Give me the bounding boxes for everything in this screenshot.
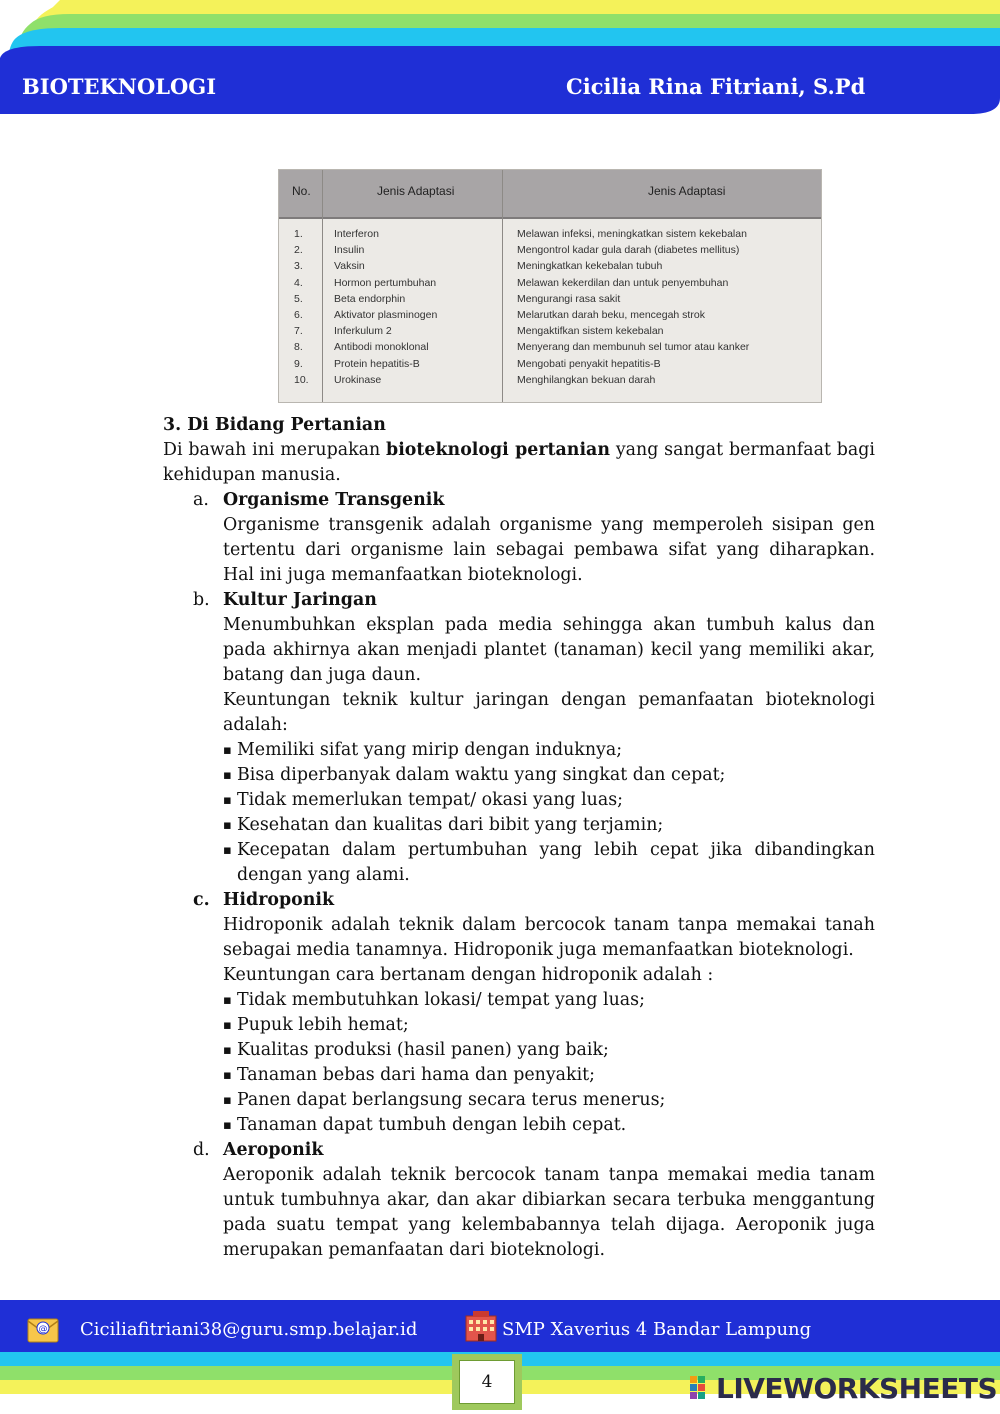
table-row: [279, 226, 821, 242]
page-number-box: [452, 1354, 522, 1410]
table-row: [279, 291, 821, 307]
list-item: ▪ Kesehatan dan kualitas dari bibit yang terjamin;: [223, 813, 875, 838]
cell-no: 7.: [294, 325, 303, 338]
table-row: [279, 323, 821, 339]
biotech-medicine-table: [278, 169, 822, 403]
cell-name: Beta endorphin: [334, 292, 406, 305]
cell-desc: Melarutkan darah beku, mencegah strok: [517, 308, 705, 321]
item-hidroponik: [163, 888, 875, 1138]
cell-desc: Mengobati penyakit hepatitis-B: [517, 357, 661, 370]
list-item: ▪ Tidak memerlukan tempat/ okasi yang luas;: [223, 788, 875, 813]
item-title: Kultur Jaringan: [223, 590, 377, 610]
cell-desc: Mengontrol kadar gula darah (diabetes mellitus): [517, 244, 740, 257]
section-title: 3. Di Bidang Pertanian: [163, 415, 386, 435]
item-title: Hidroponik: [223, 890, 335, 910]
email-icon: [27, 1316, 59, 1344]
header-banner: [0, 0, 1000, 120]
item-text-2: Keuntungan cara bertanam dengan hidroponik adalah :: [223, 965, 714, 985]
item-letter: b.: [193, 590, 210, 610]
table-header: [279, 170, 821, 219]
item-text: Menumbuhkan eksplan pada media sehingga akan tumbuh kalus dan pada akhirnya akan menjadi plantet (tanaman) kecil yang memiliki akar, batang dan juga daun.: [223, 615, 875, 685]
cell-desc: Menyerang dan membunuh sel tumor atau kanker: [517, 341, 750, 354]
cell-name: Protein hepatitis-B: [334, 357, 420, 370]
list-item: ▪ Memiliki sifat yang mirip dengan induknya;: [223, 738, 875, 763]
item-text: Organisme transgenik adalah organisme yang memperoleh sisipan gen tertentu dari organisme lain sebagai pembawa sifat yang diharapkan. Hal ini juga memanfaatkan bioteknologi.: [223, 515, 875, 585]
svg-text:@: @: [38, 1324, 48, 1335]
footer-school: SMP Xaverius 4 Bandar Lampung: [502, 1319, 812, 1340]
cell-desc: Menghilangkan bekuan darah: [517, 373, 656, 386]
cell-name: Aktivator plasminogen: [334, 308, 438, 321]
item-aeroponik: [163, 1138, 875, 1263]
bullet-list: [223, 988, 875, 1138]
cell-no: 5.: [294, 292, 303, 305]
cell-no: 9.: [294, 357, 303, 370]
list-item: ▪ Tidak membutuhkan lokasi/ tempat yang luas;: [223, 988, 875, 1013]
cell-no: 1.: [294, 228, 303, 240]
item-organisme-transgenik: [163, 488, 875, 588]
intro-text-end: yang sangat bermanfaat bagi kehidupan manusia.: [163, 440, 875, 485]
table-row: [279, 307, 821, 323]
column-header-name: Jenis Adaptasi: [377, 184, 455, 198]
item-title: Aeroponik: [223, 1140, 324, 1160]
header-author: Cicilia Rina Fitriani, S.Pd: [566, 74, 866, 99]
item-letter: c.: [193, 890, 210, 910]
table-row: [279, 356, 821, 372]
cell-no: 4.: [294, 276, 303, 289]
cell-no: 3.: [294, 260, 303, 273]
cell-name: Interferon: [334, 228, 379, 240]
cell-no: 8.: [294, 341, 303, 354]
cell-name: Antibodi monoklonal: [334, 341, 429, 354]
list-item: ▪ Kualitas produksi (hasil panen) yang baik;: [223, 1038, 875, 1063]
liveworksheets-logo-icon: [690, 1376, 716, 1400]
section-intro: [163, 438, 875, 488]
item-title: Organisme Transgenik: [223, 490, 445, 510]
table-row: [279, 258, 821, 274]
list-item: ▪ Kecepatan dalam pertumbuhan yang lebih cepat jika dibandingkan dengan yang alami.: [223, 838, 875, 888]
list-item: ▪ Pupuk lebih hemat;: [223, 1013, 875, 1038]
cell-name: Insulin: [334, 244, 365, 257]
header-title: BIOTEKNOLOGI: [22, 74, 217, 99]
cell-name: Urokinase: [334, 373, 382, 386]
cell-no: 6.: [294, 308, 303, 321]
liveworksheets-brand: LIVEWORKSHEETS: [716, 1372, 998, 1405]
school-building-icon: [464, 1310, 498, 1342]
table-row: [279, 242, 821, 258]
cell-name: Vaksin: [334, 260, 365, 273]
item-text: Hidroponik adalah teknik dalam bercocok tanam tanpa memakai tanah sebagai media tanamnya. Hidroponik juga memanfaatkan bioteknologi.: [223, 915, 875, 960]
column-header-no: No.: [292, 184, 311, 198]
item-letter: d.: [193, 1140, 210, 1160]
column-header-desc: Jenis Adaptasi: [648, 184, 726, 198]
item-text-2: Keuntungan teknik kultur jaringan dengan pemanfaatan bioteknologi adalah:: [223, 690, 875, 735]
cell-desc: Meningkatkan kekebalan tubuh: [517, 260, 663, 273]
list-item: ▪ Tanaman bebas dari hama dan penyakit;: [223, 1063, 875, 1088]
list-item: ▪ Tanaman dapat tumbuh dengan lebih cepat.: [223, 1113, 875, 1138]
cell-no: 2.: [294, 244, 303, 257]
item-kultur-jaringan: [163, 588, 875, 888]
cell-name: Hormon pertumbuhan: [334, 276, 437, 289]
table-body: [279, 226, 821, 388]
table-row: [279, 372, 821, 388]
footer-email: Ciciliafitriani38@guru.smp.belajar.id: [80, 1319, 418, 1340]
item-text: Aeroponik adalah teknik bercocok tanam tanpa memakai media tanam untuk tumbuhnya akar, dan akar dibiarkan secara terbuka menggantung pada suatu tempat yang kelembabannya telah dijaga. Aeroponik juga merupakan pemanfaatan dari bioteknologi.: [223, 1165, 875, 1260]
list-item: ▪ Bisa diperbanyak dalam waktu yang singkat dan cepat;: [223, 763, 875, 788]
intro-bold: bioteknologi pertanian: [386, 440, 610, 460]
item-letter: a.: [193, 490, 209, 510]
cell-name: Inferkulum 2: [334, 325, 392, 338]
list-item: ▪ Panen dapat berlangsung secara terus menerus;: [223, 1088, 875, 1113]
cell-desc: Melawan infeksi, meningkatkan sistem kekebalan: [517, 228, 747, 240]
cell-desc: Melawan kekerdilan dan untuk penyembuhan: [517, 276, 729, 289]
page-number: 4: [459, 1360, 515, 1404]
main-content: [163, 413, 875, 1263]
table-row: [279, 339, 821, 355]
table-row: [279, 275, 821, 291]
cell-no: 10.: [294, 373, 309, 386]
cell-desc: Mengaktifkan sistem kekebalan: [517, 325, 664, 338]
intro-text: Di bawah ini merupakan: [163, 440, 387, 460]
cell-desc: Mengurangi rasa sakit: [517, 292, 621, 305]
bullet-list: [223, 738, 875, 888]
